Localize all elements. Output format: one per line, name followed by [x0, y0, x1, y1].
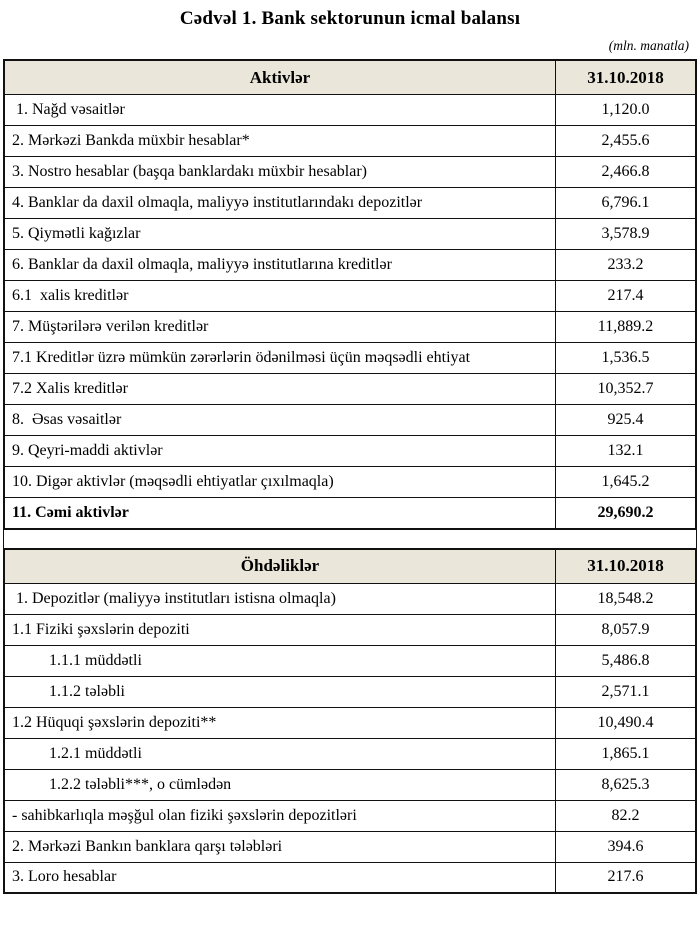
table-row [4, 250, 696, 281]
row-value: 10,352.7 [556, 374, 697, 405]
liabilities-table [3, 548, 697, 895]
liabilities-table-body [4, 583, 696, 893]
table-row [4, 95, 696, 126]
row-label: 1.2.2 tələbli***, o cümlədən [4, 769, 556, 800]
table-row [4, 738, 696, 769]
liabilities-header-date: 31.10.2018 [556, 549, 697, 584]
row-value: 3,578.9 [556, 219, 697, 250]
row-label: 4. Banklar da daxil olmaqla, maliyyə institutlarındakı depozitlər [4, 188, 556, 219]
liabilities-header-row [4, 549, 696, 584]
table-row [4, 645, 696, 676]
row-label: 6.1 xalis kreditlər [4, 281, 556, 312]
assets-header-row [4, 60, 696, 95]
row-label: 6. Banklar da daxil olmaqla, maliyyə institutlarına kreditlər [4, 250, 556, 281]
table-row [4, 281, 696, 312]
row-value: 2,455.6 [556, 126, 697, 157]
row-label: 1. Nağd vəsaitlər [4, 95, 556, 126]
row-label: 3. Nostro hesablar (başqa banklardakı müxbir hesablar) [4, 157, 556, 188]
row-label: 2. Mərkəzi Bankda müxbir hesablar* [4, 126, 556, 157]
row-value: 8,625.3 [556, 769, 697, 800]
row-value: 2,571.1 [556, 676, 697, 707]
row-value: 132.1 [556, 436, 697, 467]
row-value: 10,490.4 [556, 707, 697, 738]
assets-table [3, 59, 697, 530]
table-row [4, 614, 696, 645]
row-label: 3. Loro hesablar [4, 862, 556, 893]
row-label: 11. Cəmi aktivlər [4, 498, 556, 529]
liabilities-header-label: Öhdəliklər [4, 549, 556, 584]
table-gap [3, 530, 697, 548]
row-label: 1.2 Hüquqi şəxslərin depoziti** [4, 707, 556, 738]
table-row [4, 707, 696, 738]
table-row [4, 862, 696, 893]
table-row [4, 800, 696, 831]
row-value: 2,466.8 [556, 157, 697, 188]
row-value: 1,645.2 [556, 467, 697, 498]
row-label: 5. Qiymətli kağızlar [4, 219, 556, 250]
liabilities-table-header [4, 549, 696, 584]
table-row [4, 157, 696, 188]
table-row [4, 343, 696, 374]
assets-table-body [4, 95, 696, 529]
row-label: 1.1.1 müddətli [4, 645, 556, 676]
table-row [4, 188, 696, 219]
row-label: 1.1 Fiziki şəxslərin depoziti [4, 614, 556, 645]
row-label: 8. Əsas vəsaitlər [4, 405, 556, 436]
row-value: 5,486.8 [556, 645, 697, 676]
table-row [4, 374, 696, 405]
row-value: 925.4 [556, 405, 697, 436]
row-label: 1.1.2 tələbli [4, 676, 556, 707]
row-value: 29,690.2 [556, 498, 697, 529]
table-row [4, 676, 696, 707]
row-label: 9. Qeyri-maddi aktivlər [4, 436, 556, 467]
table-row [4, 831, 696, 862]
row-label: 2. Mərkəzi Bankın banklara qarşı tələbləri [4, 831, 556, 862]
row-value: 217.6 [556, 862, 697, 893]
assets-header-label: Aktivlər [4, 60, 556, 95]
row-value: 394.6 [556, 831, 697, 862]
row-label: 10. Digər aktivlər (məqsədli ehtiyatlar çıxılmaqla) [4, 467, 556, 498]
row-label: - sahibkarlıqla məşğul olan fiziki şəxslərin depozitləri [4, 800, 556, 831]
row-value: 1,536.5 [556, 343, 697, 374]
row-value: 6,796.1 [556, 188, 697, 219]
row-label: 1.2.1 müddətli [4, 738, 556, 769]
table-row [4, 219, 696, 250]
row-value: 8,057.9 [556, 614, 697, 645]
table-row [4, 498, 696, 529]
table-row [4, 769, 696, 800]
table-row [4, 436, 696, 467]
row-label: 7.2 Xalis kreditlər [4, 374, 556, 405]
row-value: 217.4 [556, 281, 697, 312]
row-value: 11,889.2 [556, 312, 697, 343]
assets-table-header [4, 60, 696, 95]
document-title: Cədvəl 1. Bank sektorunun icmal balansı [179, 8, 521, 29]
row-value: 1,865.1 [556, 738, 697, 769]
row-label: 7. Müştərilərə verilən kreditlər [4, 312, 556, 343]
table-row [4, 467, 696, 498]
table-row [4, 126, 696, 157]
row-value: 1,120.0 [556, 95, 697, 126]
row-label: 1. Depozitlər (maliyyə institutları istisna olmaqla) [4, 583, 556, 614]
row-value: 233.2 [556, 250, 697, 281]
row-value: 18,548.2 [556, 583, 697, 614]
table-row [4, 312, 696, 343]
row-label: 7.1 Kreditlər üzrə mümkün zərərlərin ödənilməsi üçün məqsədli ehtiyat [4, 343, 556, 374]
unit-note: (mln. manatla) [608, 38, 689, 53]
table-row [4, 405, 696, 436]
row-value: 82.2 [556, 800, 697, 831]
table-row [4, 583, 696, 614]
assets-header-date: 31.10.2018 [556, 60, 697, 95]
